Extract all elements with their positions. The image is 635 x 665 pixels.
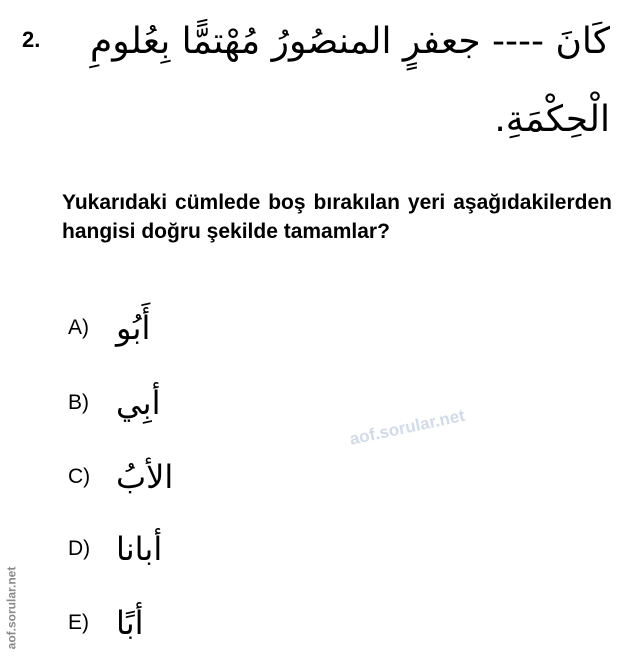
question-number: 2. (22, 27, 41, 52)
arabic-sentence-line-1: كَانَ ---- جعفرٍ المنصُورُ مُهْتمًّا بِعُلومِ (90, 21, 610, 62)
option-text: أبِي (116, 384, 161, 422)
option-text: الأبُ (116, 458, 174, 496)
option-letter: A) (68, 316, 89, 339)
option-text: أَبُو (116, 309, 151, 347)
option-letter: B) (68, 391, 89, 414)
option-text: أبًا (116, 604, 144, 642)
option-letter: E) (68, 611, 89, 634)
question-prompt: Yukarıdaki cümlede boş bırakılan yeri aşağıdakilerden hangisi doğru şekilde tamamlar? (62, 191, 612, 243)
watermark: aof.sorular.net (347, 405, 467, 449)
option-e[interactable] (68, 598, 144, 648)
option-b[interactable] (68, 378, 160, 428)
option-letter: D) (68, 537, 91, 560)
arabic-sentence-line-2: الْحِكْمَةِ. (494, 99, 610, 140)
side-watermark-text: aof.sorular.net (4, 566, 18, 650)
option-d[interactable] (68, 524, 162, 574)
option-a[interactable] (68, 303, 150, 353)
option-c[interactable] (68, 452, 173, 502)
side-watermark (0, 558, 22, 658)
option-text: أبانا (116, 530, 163, 568)
option-letter: C) (68, 465, 91, 488)
